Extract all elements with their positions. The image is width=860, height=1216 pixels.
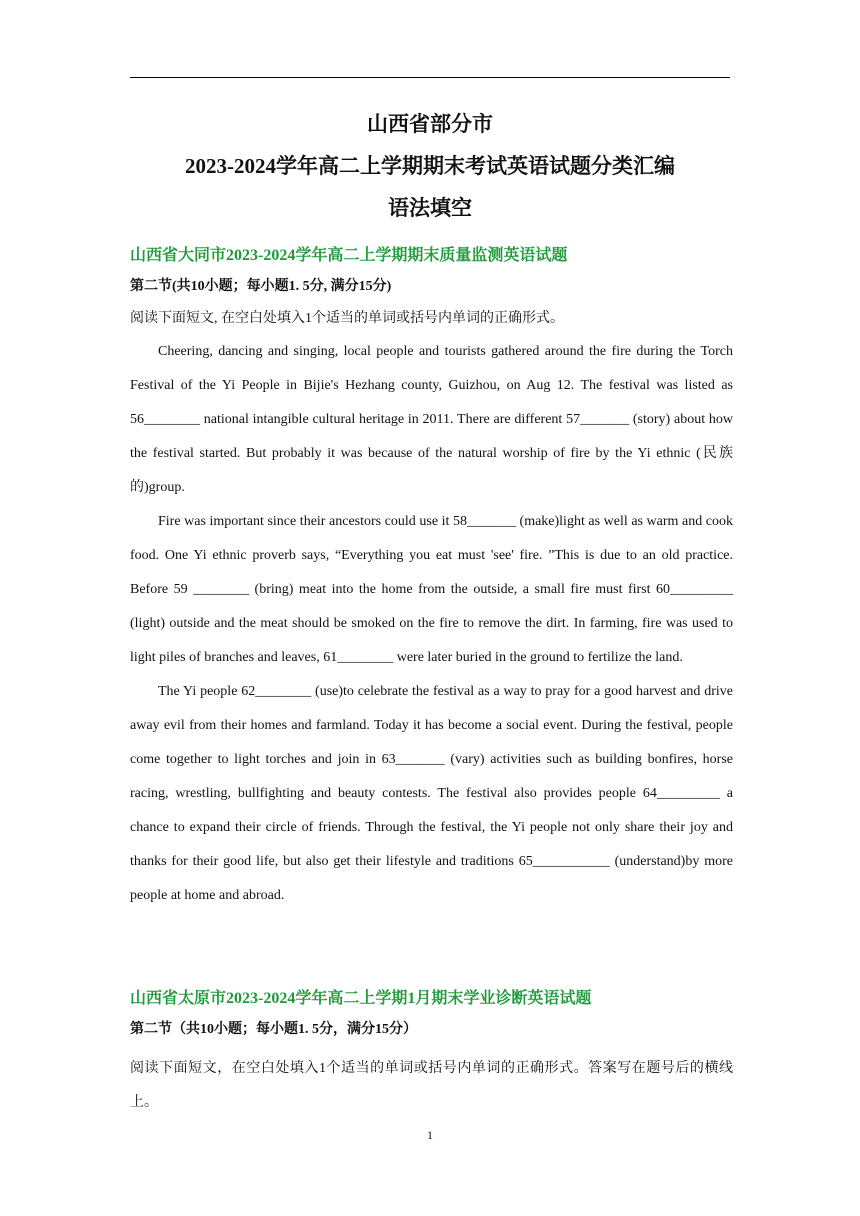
section-taiyuan xyxy=(130,988,733,1120)
title-line-3: 语法填空 xyxy=(388,196,472,220)
title-line-2: 2023-2024学年高二上学期期末考试英语试题分类汇编 xyxy=(185,154,675,178)
section-instruction: 阅读下面短文, 在空白处填入1个适当的单词或括号内单词的正确形式。 xyxy=(130,311,564,326)
header-rule xyxy=(130,77,730,78)
section-heading: 山西省大同市2023-2024学年高二上学期期末质量监测英语试题 xyxy=(130,247,568,264)
section-heading: 山西省太原市2023-2024学年高二上学期1月期末学业诊断英语试题 xyxy=(130,990,592,1007)
passage-paragraph-2: Fire was important since their ancestors could use it 58_______ (make)light as well as warm and cook food. One Yi ethnic proverb says, “Everything you eat must 'see' fire. ”This is due to an old practice. Before 59 ________ (bring) meat into the home from the outside, a small fire must first 60_________ (light) outside and the meat should be smoked on the fire to remove the dirt. In farming, fire was used to light piles of branches and leaves, 61________ were later buried in the ground to fertilize the land. xyxy=(130,514,733,665)
section-instruction: 阅读下面短文，在空白处填入1个适当的单词或括号内单词的正确形式。答案写在题号后的横线上。 xyxy=(130,1061,733,1110)
passage-paragraph-1: Cheering, dancing and singing, local people and tourists gathered around the fire during the Torch Festival of the Yi People in Bijie's Hezhang county, Guizhou, on Aug 12. The festival was listed as 56________ national intangible cultural heritage in 2011. There are different 57_______ (story) about how the festival started. But probably it was because of the natural worship of fire by the Yi ethnic (民族的)group. xyxy=(130,344,733,495)
passage-paragraph-3: The Yi people 62________ (use)to celebrate the festival as a way to pray for a good harvest and drive away evil from their homes and farmland. Today it has become a social event. During the festival, people come together to light torches and join in 63_______ (vary) activities such as building bonfires, horse racing, wrestling, bullfighting and beauty contests. The festival also provides people 64_________ a chance to expand their circle of friends. Through the festival, the Yi people not only share their joy and thanks for their good life, but also get their lifestyle and traditions 65___________ (understand)by more people at home and abroad. xyxy=(130,684,733,903)
section-datong xyxy=(130,245,733,913)
section-subheading: 第二节（共10小题；每小题1. 5分，满分15分） xyxy=(130,1022,417,1037)
section-subheading: 第二节(共10小题；每小题1. 5分, 满分15分) xyxy=(130,279,392,294)
title-block xyxy=(130,110,730,222)
page-number: 1 xyxy=(427,1128,433,1142)
title-line-1: 山西省部分市 xyxy=(367,112,493,136)
